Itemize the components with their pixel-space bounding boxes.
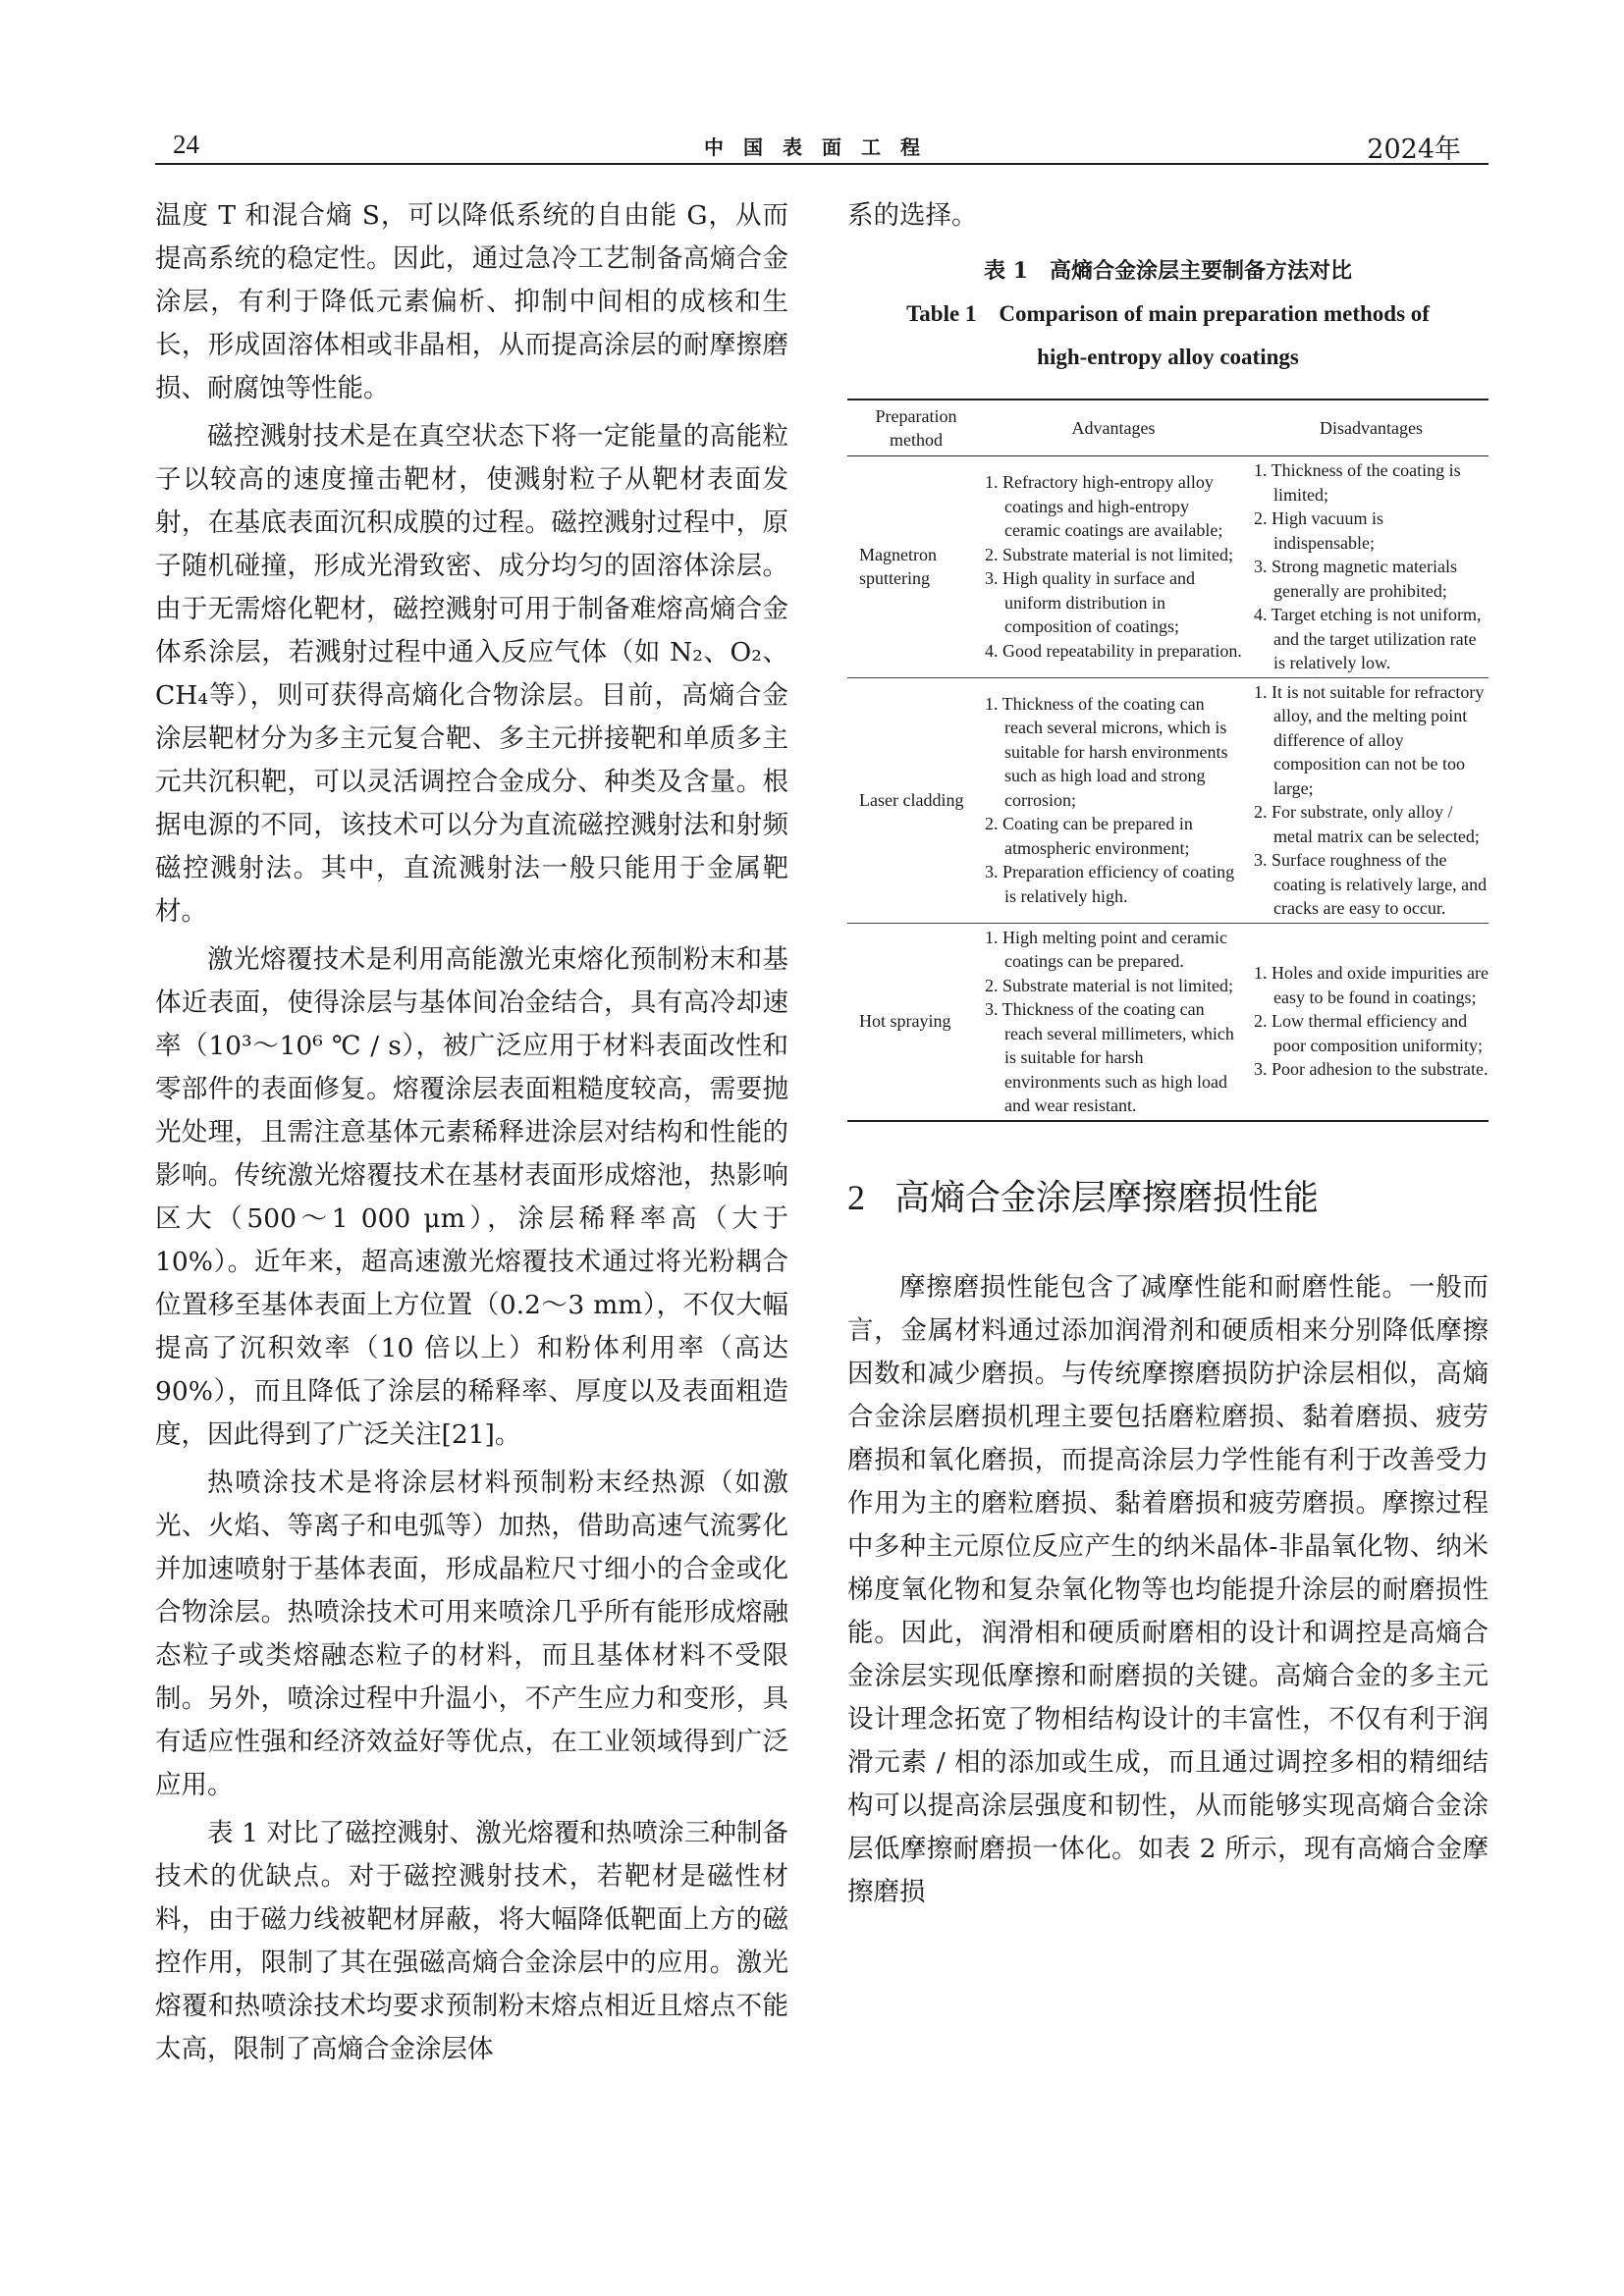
- list-item: 3. Strong magnetic materials generally are prohibited;: [1254, 557, 1457, 601]
- header-advantages: Advantages: [1071, 417, 1156, 438]
- paragraph-table-comparison: 表 1 对比了磁控溅射、激光熔覆和热喷涂三种制备技术的优缺点。对于磁控溅射技术，若靶材是磁性材料，由于磁力线被靶材屏蔽，将大幅降低靶面上方的磁控作用，限制了其在强磁高熵合金涂层中的应用。激光熔覆和热喷涂技术均要求预制粉末熔点相近且熔点不能太高，限制了高熵合金涂层体: [155, 1818, 788, 2064]
- list-item: 3. Surface roughness of the coating is relatively large, and cracks are easy to occur.: [1254, 850, 1488, 918]
- header-disadvantages: Disadvantages: [1320, 417, 1423, 438]
- left-column: [155, 194, 788, 2071]
- list-item: 3. High quality in surface and uniform distribution in composition of coatings;: [985, 568, 1195, 637]
- disadvantages-cell: [1248, 677, 1489, 923]
- list-item: 1. Holes and oxide impurities are easy to be found in coatings;: [1254, 963, 1489, 1007]
- list-item: 2. Substrate material is not limited;: [985, 544, 1233, 564]
- running-header: [155, 126, 1489, 165]
- method-cell: Magnetron sputtering: [859, 544, 937, 589]
- list-item: 1. High melting point and ceramic coatings can be prepared.: [985, 927, 1227, 971]
- right-column: [847, 194, 1489, 1914]
- header-year: 2024年: [1367, 134, 1461, 165]
- paragraph-laser-cladding: 激光熔覆技术是利用高能激光束熔化预制粉末和基体近表面，使得涂层与基体间冶金结合，具有高冷却速率（10³～10⁶ ℃ / s），被广泛应用于材料表面改性和零部件的表面修复。熔覆涂层表面粗糙度较高，需要抛光处理，且需注意基体元素稀释进涂层对结构和性能的影响。传统激光熔覆技术在基材表面形成熔池，热影响区大（500～1 000 μm），涂层稀释率高（大于 10%）。近年来，超高速激光熔覆技术通过将光粉耦合位置移至基体表面上方位置（0.2～3 mm），不仅大幅提高了沉积效率（10 倍以上）和粉体利用率（高达 90%），而且降低了涂层的稀释率、厚度以及表面粗造度，因此得到了广泛关注[21]。: [155, 944, 788, 1450]
- section-title: 高熵合金涂层摩擦磨损性能: [894, 1177, 1320, 1218]
- continuation-text: 系的选择。: [847, 200, 978, 231]
- advantages-cell: [985, 923, 1248, 1121]
- list-item: 3. Preparation efficiency of coating is relatively high.: [985, 862, 1235, 906]
- table-header-row: [847, 400, 1489, 456]
- journal-title: 中国表面工程: [704, 135, 940, 159]
- list-item: 1. Refractory high-entropy alloy coatings and high-entropy ceramic coatings are available;: [985, 472, 1223, 541]
- table-caption-en-line1: Table 1 Comparison of main preparation methods of: [906, 301, 1430, 326]
- paragraph-thermal-spraying: 热喷涂技术是将涂层材料预制粉末经热源（如激光、火焰、等离子和电弧等）加热，借助高速气流雾化并加速喷射于基体表面，形成晶粒尺寸细小的合金或化合物涂层。热喷涂技术可用来喷涂几乎所有能形成熔融态粒子或类熔融态粒子的材料，而且基体材料不受限制。另外，喷涂过程中升温小，不产生应力和变形，具有适应性强和经济效益好等优点，在工业领域得到广泛应用。: [155, 1468, 788, 1800]
- list-item: 2. Coating can be prepared in atmospheric environment;: [985, 814, 1193, 858]
- table-row: [847, 456, 1489, 678]
- header-rule: [155, 163, 1489, 165]
- method-cell: Hot spraying: [859, 1011, 951, 1032]
- disadvantages-cell: [1248, 923, 1489, 1121]
- list-item: 4. Target etching is not uniform, and the target utilization rate is relatively low.: [1254, 605, 1482, 672]
- comparison-table: [847, 399, 1489, 1122]
- paragraph-magnetron-sputtering: 磁控溅射技术是在真空状态下将一定能量的高能粒子以较高的速度撞击靶材，使溅射粒子从靶材表面发射，在基底表面沉积成膜的过程。磁控溅射过程中，原子随机碰撞，形成光滑致密、成分均匀的固溶体涂层。由于无需熔化靶材，磁控溅射可用于制备难熔高熵合金体系涂层，若溅射过程中通入反应气体（如 N₂、O₂、CH₄等），则可获得高熵化合物涂层。目前，高熵合金涂层靶材分为多主元复合靶、多主元拼接靶和单质多主元共沉积靶，可以灵活调控合金成分、种类及含量。根据电源的不同，该技术可以分为直流磁控溅射法和射频磁控溅射法。其中，直流溅射法一般只能用于金属靶材。: [155, 421, 788, 927]
- paragraph-friction-wear: 摩擦磨损性能包含了减摩性能和耐磨性能。一般而言，金属材料通过添加润滑剂和硬质相来分别降低摩擦因数和减少磨损。与传统摩擦磨损防护涂层相似，高熵合金涂层磨损机理主要包括磨粒磨损、黏着磨损、疲劳磨损和氧化磨损，而提高涂层力学性能有利于改善受力作用为主的磨粒磨损、黏着磨损和疲劳磨损。摩擦过程中多种主元原位反应产生的纳米晶体-非晶氧化物、纳米梯度氧化物和复杂氧化物等也均能提升涂层的耐磨损性能。因此，润滑相和硬质耐磨相的设计和调控是高熵合金涂层实现低摩擦和耐磨损的关键。高熵合金的多主元设计理念拓宽了物相结构设计的丰富性，不仅有利于润滑元素 / 相的添加或生成，而且通过调控多相的精细结构可以提高涂层强度和韧性，从而能够实现高熵合金涂层低摩擦耐磨损一体化。如表 2 所示，现有高熵合金摩擦磨损: [847, 1271, 1489, 1907]
- disadvantages-cell: [1248, 456, 1489, 678]
- list-item: 3. Poor adhesion to the substrate.: [1254, 1059, 1489, 1080]
- list-item: 1. It is not suitable for refractory alloy, and the melting point difference of alloy composition can not be too large;: [1254, 681, 1485, 798]
- list-item: 1. Thickness of the coating can reach several microns, which is suitable for harsh environments such as high load and strong corrosion;: [985, 693, 1228, 810]
- method-cell: Laser cladding: [859, 789, 964, 810]
- table-row: [847, 677, 1489, 923]
- table-caption-en-line2: high-entropy alloy coatings: [1037, 345, 1299, 369]
- table-row: [847, 923, 1489, 1121]
- list-item: 2. For substrate, only alloy / metal matrix can be selected;: [1254, 802, 1480, 846]
- advantages-cell: [985, 677, 1248, 923]
- table-caption-cn: 表 1 高熵合金涂层主要制备方法对比: [984, 258, 1352, 284]
- list-item: 2. High vacuum is indispensable;: [1254, 508, 1383, 553]
- page-number: 24: [173, 130, 199, 159]
- list-item: 2. Substrate material is not limited;: [985, 975, 1233, 995]
- list-item: 2. Low thermal efficiency and poor composition uniformity;: [1254, 1011, 1483, 1055]
- section-heading: [847, 1173, 1489, 1223]
- list-item: 1. Thickness of the coating is limited;: [1254, 460, 1461, 505]
- header-method: Preparation method: [875, 405, 957, 450]
- advantages-cell: [985, 456, 1248, 678]
- list-item: 3. Thickness of the coating can reach several millimeters, which is suitable for harsh environments such as high load and wear resistant.: [985, 999, 1234, 1115]
- section-number: 2: [847, 1177, 865, 1217]
- paragraph-free-energy: 温度 T 和混合熵 S，可以降低系统的自由能 G，从而提高系统的稳定性。因此，通过急冷工艺制备高熵合金涂层，有利于降低元素偏析、抑制中间相的成核和生长，形成固溶体相或非晶相，从而提高涂层的耐摩擦磨损、耐腐蚀等性能。: [155, 200, 788, 403]
- list-item: 4. Good repeatability in preparation.: [985, 640, 1242, 661]
